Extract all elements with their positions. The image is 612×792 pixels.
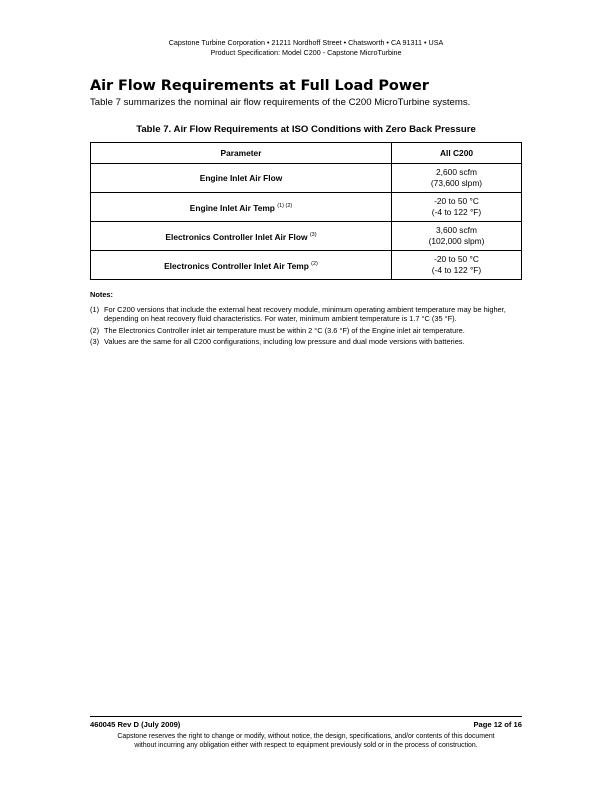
column-header-all-c200: All C200 bbox=[392, 143, 522, 164]
page-header bbox=[0, 38, 612, 57]
table-notes bbox=[90, 290, 522, 349]
disclaimer-line: without incurring any obligation either with respect to equipment previously sold or in the process of construction. bbox=[134, 742, 478, 749]
parameter-cell bbox=[91, 251, 392, 280]
air-flow-table bbox=[90, 142, 522, 280]
parameter-cell bbox=[91, 164, 392, 193]
parameter-label: Electronics Controller Inlet Air Flow bbox=[165, 231, 308, 242]
parameter-cell bbox=[91, 222, 392, 251]
value-cell bbox=[392, 222, 522, 251]
value-primary: 2,600 scfm bbox=[436, 167, 477, 177]
value-cell bbox=[392, 251, 522, 280]
value-secondary: (-4 to 122 °F) bbox=[431, 207, 482, 217]
note-item bbox=[90, 337, 522, 347]
document-id: 460045 Rev D (July 2009) bbox=[90, 720, 181, 729]
note-item bbox=[90, 305, 522, 324]
table-row bbox=[91, 222, 522, 251]
value-cell bbox=[392, 164, 522, 193]
table-row bbox=[91, 193, 522, 222]
footer-bar bbox=[90, 720, 522, 729]
parameter-label: Engine Inlet Air Temp bbox=[189, 202, 275, 213]
parameter-cell bbox=[91, 193, 392, 222]
value-secondary: (102,000 slpm) bbox=[428, 236, 485, 246]
note-item bbox=[90, 326, 522, 336]
column-header-parameter: Parameter bbox=[91, 143, 392, 164]
header-company-line: Capstone Turbine Corporation • 21211 Nordhoff Street • Chatsworth • CA 91311 • USA bbox=[168, 38, 444, 47]
note-reference: (2) bbox=[311, 260, 318, 267]
note-text: Values are the same for all C200 configurations, including low pressure and dual mode versions with batteries. bbox=[104, 337, 465, 346]
notes-title: Notes: bbox=[90, 290, 113, 299]
note-number: (1) bbox=[90, 304, 100, 314]
page-number: Page 12 of 16 bbox=[473, 720, 522, 729]
note-reference: (1) (2) bbox=[277, 202, 293, 209]
parameter-label: Electronics Controller Inlet Air Temp bbox=[164, 260, 309, 271]
footer-disclaimer bbox=[0, 732, 612, 750]
table-caption: Table 7. Air Flow Requirements at ISO Conditions with Zero Back Pressure bbox=[136, 124, 476, 135]
value-primary: -20 to 50 °C bbox=[434, 196, 479, 206]
header-spec-line: Product Specification: Model C200 - Capstone MicroTurbine bbox=[210, 47, 402, 57]
footer-divider bbox=[90, 716, 522, 717]
table-header-row bbox=[91, 143, 522, 164]
value-primary: 3,600 scfm bbox=[436, 225, 477, 235]
value-secondary: (73,600 slpm) bbox=[430, 178, 483, 188]
value-primary: -20 to 50 °C bbox=[434, 254, 479, 264]
note-reference: (3) bbox=[309, 231, 317, 238]
section-intro: Table 7 summarizes the nominal air flow requirements of the C200 MicroTurbine systems. bbox=[90, 97, 471, 108]
note-number: (3) bbox=[90, 337, 100, 346]
note-text: For C200 versions that include the external heat recovery module, minimum operating ambient temperature may be higher, depending on heat recovery fluid characteristics. For water, minimum ambient temperature is 1.7 °C (35 °F). bbox=[104, 304, 506, 323]
value-cell bbox=[392, 193, 522, 222]
disclaimer-line: Capstone reserves the right to change or modify, without notice, the design, specifications, and/or contents of this document bbox=[117, 733, 495, 740]
note-text: The Electronics Controller inlet air temperature must be within 2 °C (3.6 °F) of the Engine inlet air temperature. bbox=[104, 325, 465, 335]
table-row bbox=[91, 164, 522, 193]
parameter-label: Engine Inlet Air Flow bbox=[199, 172, 283, 183]
note-number: (2) bbox=[90, 325, 100, 335]
section-title: Air Flow Requirements at Full Load Power bbox=[90, 78, 429, 94]
value-secondary: (-4 to 122 °F) bbox=[431, 265, 482, 275]
table-row bbox=[91, 251, 522, 280]
